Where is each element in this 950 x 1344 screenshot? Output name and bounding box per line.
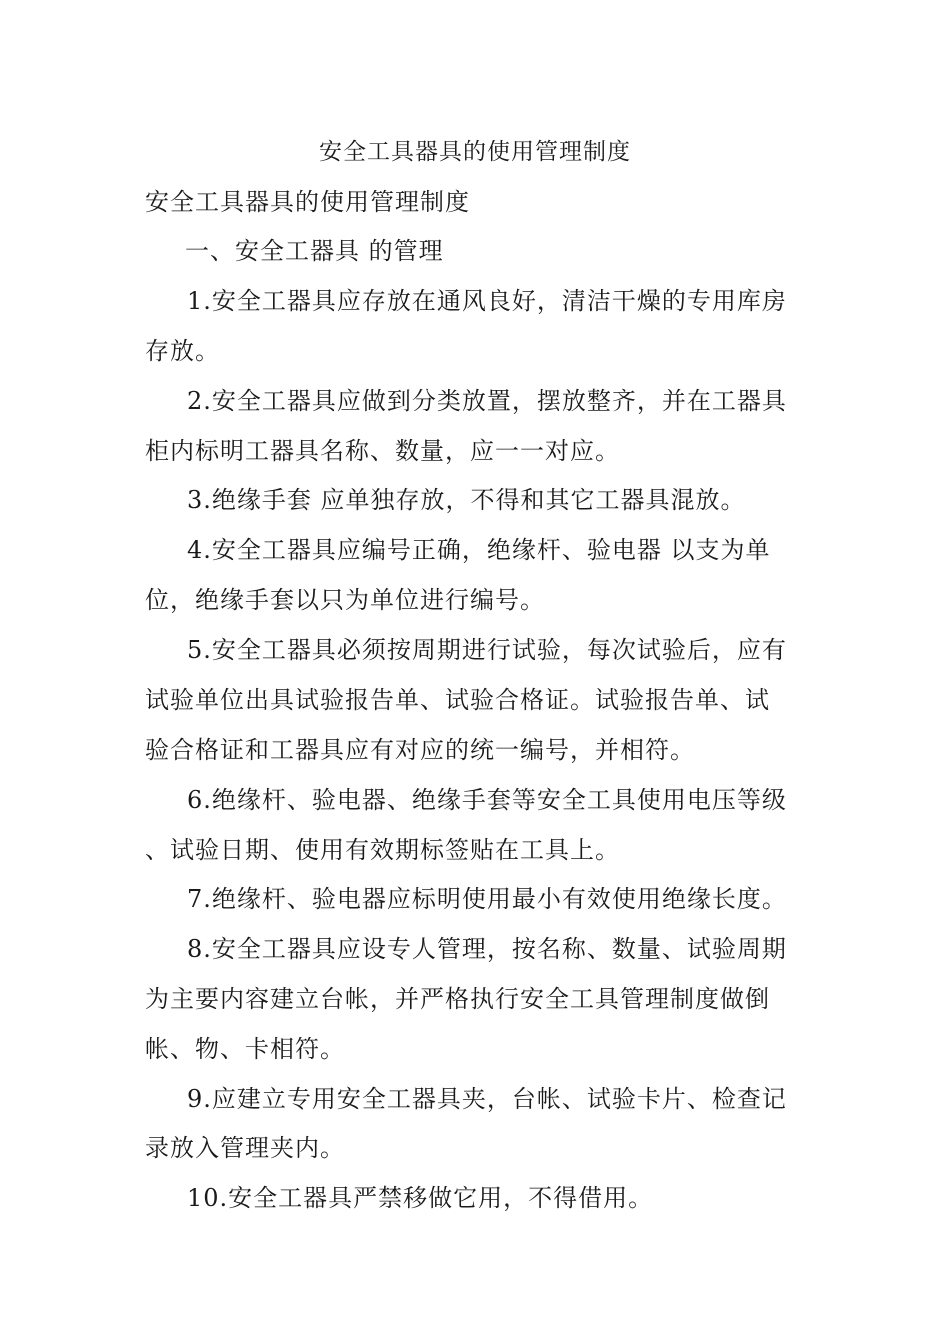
paragraph-line: 帐、物、卡相符。 (145, 1035, 345, 1063)
paragraph-line: 5.安全工器具必须按周期进行试验，每次试验后，应有 (187, 636, 787, 664)
paragraph-line: 4.安全工器具应编号正确，绝缘杆、验电器 以支为单 (187, 536, 771, 564)
paragraph-line: 验合格证和工器具应有对应的统一编号，并相符。 (145, 736, 695, 764)
paragraph-line: 存放。 (145, 337, 220, 365)
paragraph-line: 8.安全工器具应设专人管理，按名称、数量、试验周期 (187, 935, 787, 963)
paragraph-line: 位，绝缘手套以只为单位进行编号。 (145, 586, 545, 614)
paragraph-line: 、试验日期、使用有效期标签贴在工具上。 (145, 836, 620, 864)
paragraph-line: 柜内标明工器具名称、数量，应一一对应。 (145, 437, 620, 465)
paragraph-line: 10.安全工器具严禁移做它用，不得借用。 (187, 1184, 654, 1212)
paragraph-line: 9.应建立专用安全工器具夹，台帐、试验卡片、检查记 (187, 1085, 787, 1113)
paragraph-line: 为主要内容建立台帐，并严格执行安全工具管理制度做倒 (145, 985, 770, 1013)
paragraph-line: 试验单位出具试验报告单、试验合格证。试验报告单、试 (145, 686, 770, 714)
paragraph-line: 录放入管理夹内。 (145, 1134, 345, 1162)
paragraph-line: 1.安全工器具应存放在通风良好，清洁干燥的专用库房 (187, 287, 787, 315)
document-subtitle: 安全工具器具的使用管理制度 (145, 188, 470, 216)
paragraph-line: 6.绝缘杆、验电器、绝缘手套等安全工具使用电压等级 (187, 786, 787, 814)
document-title: 安全工具器具的使用管理制度 (319, 139, 631, 165)
section-heading: 一、安全工器具 的管理 (185, 237, 444, 265)
paragraph-line: 2.安全工器具应做到分类放置，摆放整齐，并在工器具 (187, 387, 787, 415)
paragraph-line: 3.绝缘手套 应单独存放，不得和其它工器具混放。 (187, 486, 746, 514)
paragraph-line: 7.绝缘杆、验电器应标明使用最小有效使用绝缘长度。 (187, 885, 787, 913)
